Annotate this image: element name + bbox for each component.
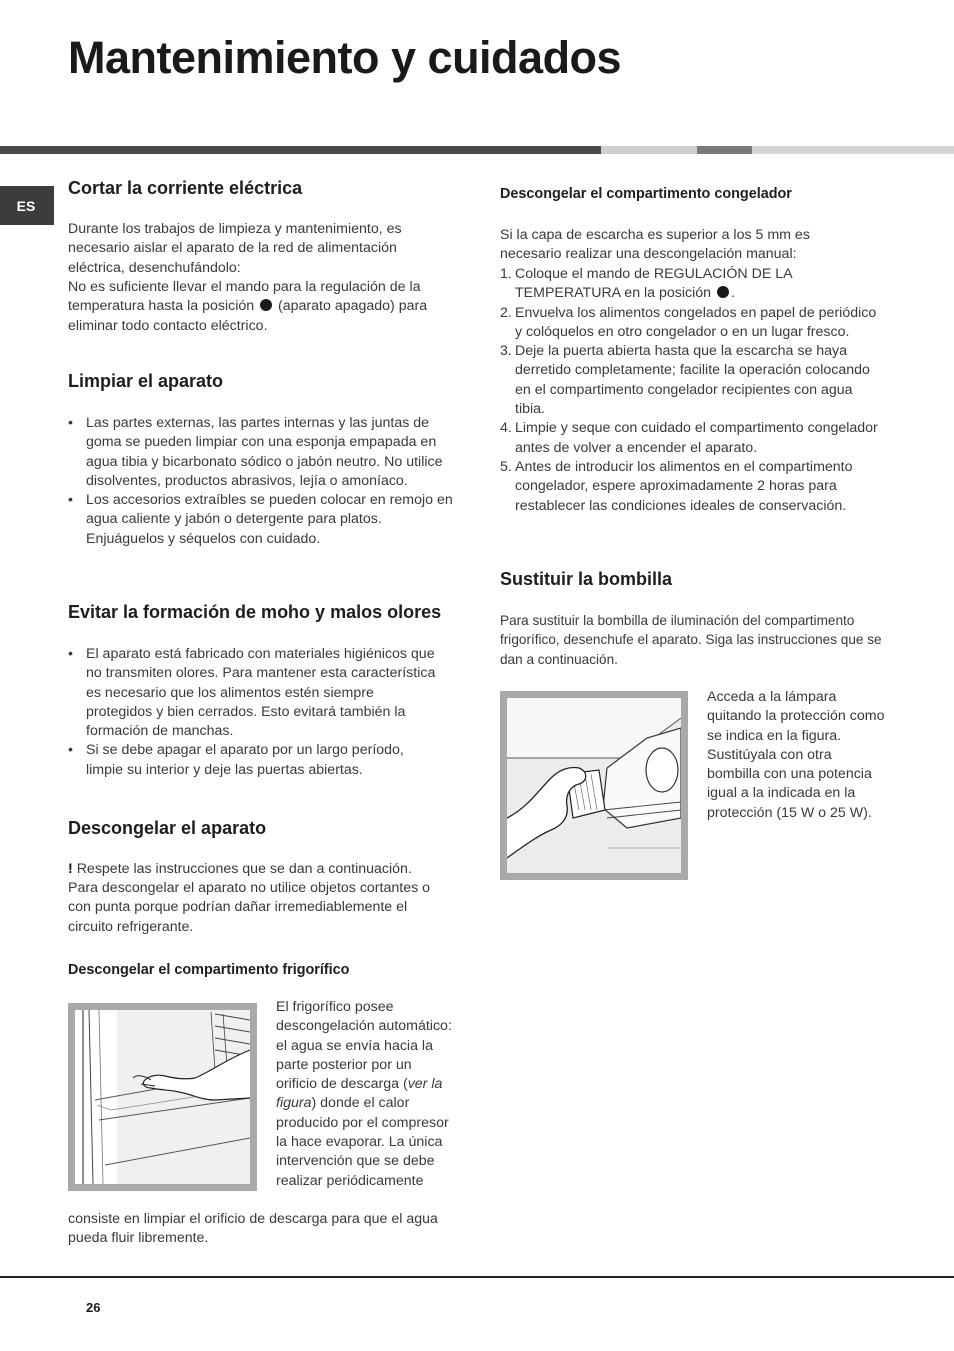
heading-congelador: Descongelar el compartimento congelador <box>500 186 792 202</box>
congelador-intro: Si la capa de escarcha es superior a los 5 mm es necesario realizar una descongelación manual: <box>500 227 810 263</box>
footer-rule <box>0 1276 954 1278</box>
heading-cortar: Cortar la corriente eléctrica <box>68 178 303 198</box>
step-text: Envuelva los alimentos congelados en papel de periódico y colóquelos en otro congelador o en un lugar fresco. <box>515 304 877 340</box>
hand-cleaning-drain-illustration <box>75 1010 250 1184</box>
list-item <box>500 304 886 343</box>
step-number: 2. <box>500 304 512 321</box>
warning-mark: ! <box>68 861 73 877</box>
list-item <box>500 419 886 458</box>
step-number: 3. <box>500 343 512 360</box>
descongelar-warning <box>68 860 454 879</box>
step-suffix: . <box>731 285 735 302</box>
heading-frigorifico: Descongelar el compartimento frigorífico <box>68 962 350 978</box>
lamp-cover-removal-illustration <box>507 698 681 873</box>
step-number: 5. <box>500 458 512 475</box>
warning-text: Respete las instrucciones que se dan a continuación. <box>76 861 412 877</box>
left-column <box>68 0 458 1260</box>
step-text: Coloque el mando de REGULACIÓN DE LA TEMPERATURA en la posición <box>515 266 792 302</box>
bombilla-paragraph: Para sustituir la bombilla de iluminación del compartimento frigorífico, desenchufe el aparato. Siga las instrucciones que se dan a continuación. <box>500 613 882 667</box>
cortar-p2-start: No es suficiente llevar el mando para la regulación de la temperatura hasta la posición <box>68 279 421 315</box>
list-item <box>500 342 886 419</box>
limpiar-list <box>68 414 454 549</box>
cortar-paragraph-2 <box>68 278 448 336</box>
heading-moho: Evitar la formación de moho y malos olores <box>68 602 442 622</box>
congelador-steps <box>500 265 886 516</box>
bulb-replacement-figure <box>500 691 688 880</box>
step-number: 4. <box>500 420 512 437</box>
list-item: • Los accesorios extraíbles se pueden colocar en remojo en agua caliente y jabón o detergente para platos. Enjuáguelos y séquelos con cuidado. <box>68 491 454 549</box>
cortar-p2-end: (aparato apagado) para eliminar todo contacto eléctrico. <box>68 298 428 334</box>
frigorifico-side-text <box>276 998 456 1191</box>
frigorifico-text-start: El frigorífico posee descongelación automático: el agua se envía hacia la parte posterior por un orificio de descarga ( <box>276 999 452 1093</box>
off-position-icon <box>260 299 272 311</box>
step-text: Limpie y seque con cuidado el compartimento congelador antes de volver a encender el aparato. <box>515 420 878 456</box>
list-item: • Las partes externas, las partes internas y las juntas de goma se pueden limpiar con una esponja empapada en agua tibia y bicarbonato sódico o jabón neutro. No utilice disolventes, productos abrasivos, lejía o amoníaco. <box>68 414 454 491</box>
step-number: 1. <box>500 266 512 282</box>
heading-limpiar: Limpiar el aparato <box>68 371 224 391</box>
bombilla-side-text: Acceda a la lámpara quitando la protección como se indica en la figura. Sustitúyala con otra bombilla con una potencia igual a la indicada en la protección (15 W o 25 W). <box>707 689 885 821</box>
page-number: 26 <box>86 1300 101 1315</box>
off-position-icon <box>717 286 729 298</box>
descongelar-paragraph: Para descongelar el aparato no utilice objetos cortantes o con punta porque podrían dañar irremediablemente el circuito refrigerante. <box>68 880 431 935</box>
heading-bombilla: Sustituir la bombilla <box>500 569 673 589</box>
right-column <box>500 0 890 1000</box>
list-item <box>500 265 886 304</box>
frigorifico-text-end: ) donde el calor producido por el compresor la hace evaporar. La única intervención que se debe realizar periódicamente <box>276 1095 449 1189</box>
page-title: Mantenimiento y cuidados <box>68 32 622 83</box>
step-text: Deje la puerta abierta hasta que la escarcha se haya derretido completamente; facilite la operación colocando en el compartimento congelador recipientes con agua tibia. <box>515 343 870 418</box>
step-text: Antes de introducir los alimentos en el compartimento congelador, espere aproximadamente 2 horas para restablecer las condiciones ideales de conservación. <box>515 458 853 514</box>
list-item: • El aparato está fabricado con materiales higiénicos que no transmiten olores. Para mantener esta característica es necesario que los alimentos estén siempre protegidos y bien cerrados. Esto evitará también la formación de manchas. <box>68 645 440 741</box>
defrost-drain-figure <box>68 1003 257 1191</box>
moho-list <box>68 645 440 780</box>
cortar-paragraph-1: Durante los trabajos de limpieza y mantenimiento, es necesario aislar el aparato de la red de alimentación eléctrica, desenchufándolo: <box>68 221 402 276</box>
heading-descongelar: Descongelar el aparato <box>68 818 267 838</box>
language-tab: ES <box>0 186 54 225</box>
frigorifico-text-emphasis: ver la figura <box>276 1076 443 1112</box>
list-item <box>500 458 886 516</box>
list-item: • Si se debe apagar el aparato por un largo período, limpie su interior y deje las puertas abiertas. <box>68 741 440 780</box>
frigorifico-tail-text: consiste en limpiar el orificio de descarga para que el agua pueda fluir libremente. <box>68 1211 438 1247</box>
